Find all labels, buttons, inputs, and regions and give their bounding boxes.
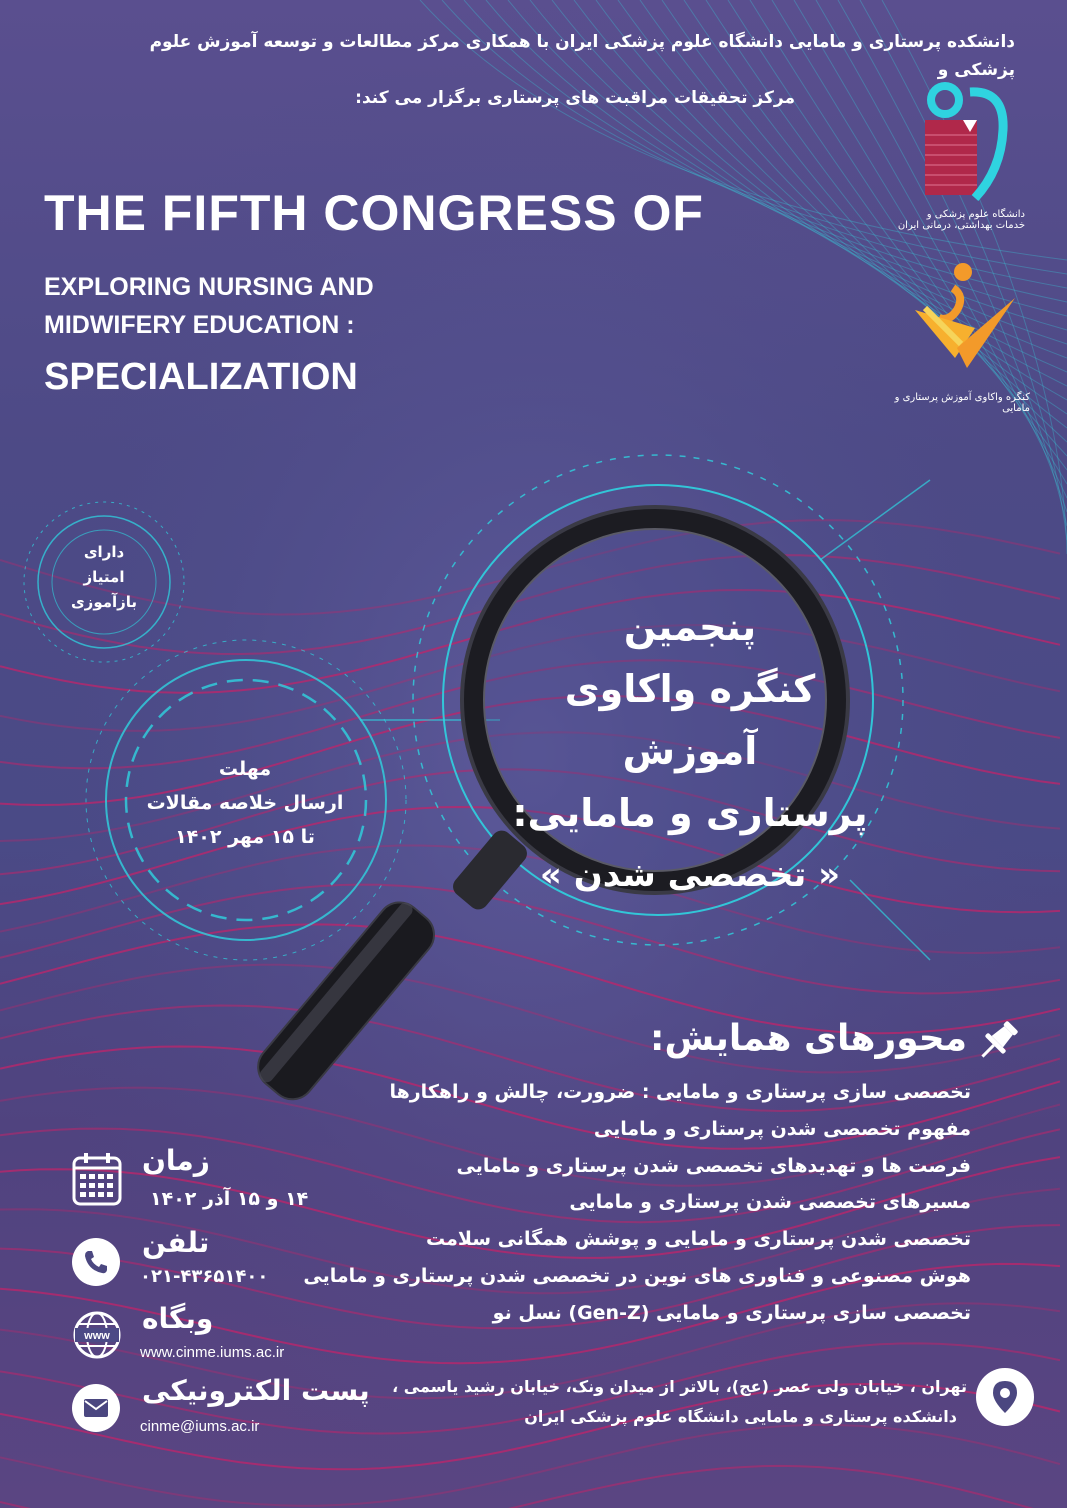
topics-title: محورهای همایش: — [650, 1018, 967, 1059]
title-subtitle-line-1: EXPLORING NURSING AND — [44, 273, 374, 301]
university-logo — [897, 80, 1025, 231]
topic-item: تخصصی سازی پرستاری و مامایی : ضرورت، چالش و راهکارها — [389, 1081, 971, 1103]
university-logo-caption: دانشگاه علوم پزشکی و خدمات بهداشتی، درمانی ایران — [897, 209, 1025, 231]
credit-badge-line-1: دارای — [83, 543, 125, 561]
topic-item: تخصصی سازی پرستاری و مامایی (Gen-Z) نسل نو — [492, 1301, 971, 1324]
university-logo-mark — [915, 80, 1015, 205]
title-specialization: SPECIALIZATION — [44, 356, 358, 398]
intro-line-1: دانشکده پرستاری و مامایی دانشگاه علوم پزشکی ایران با همکاری مرکز مطالعات و توسعه آموزش علوم پزشکی و — [149, 32, 1015, 80]
email-link[interactable]: cinme@iums.ac.ir — [140, 1418, 260, 1435]
topic-item: مسیرهای تخصصی شدن پرستاری و مامایی — [569, 1191, 971, 1214]
website-label: وبگاه — [142, 1302, 214, 1335]
lens-title-line-2: کنگره واکاوی آموزش — [564, 667, 816, 773]
address-line-1: تهران ، خیابان ولی عصر (عج)، بالاتر از میدان ونک، خیابان رشید یاسمی ، — [392, 1377, 967, 1396]
lens-title-line-3: پرستاری و مامایی: — [512, 791, 868, 835]
deadline-badge — [140, 752, 350, 854]
lens-title — [500, 596, 880, 906]
deadline-line-3: تا ۱۵ مهر ۱۴۰۲ — [175, 826, 315, 848]
title-subtitle — [44, 268, 374, 344]
email-label: پست الکترونیکی — [142, 1374, 370, 1407]
time-value: ۱۴ و ۱۵ آذر ۱۴۰۲ — [150, 1188, 309, 1210]
location-pin-icon — [976, 1368, 1034, 1426]
website-link[interactable]: www.cinme.iums.ac.ir — [140, 1344, 285, 1361]
deadline-line-2: ارسال خلاصه مقالات — [146, 792, 344, 814]
pin-icon — [973, 1016, 1023, 1070]
congress-logo — [880, 258, 1030, 414]
calendar-icon — [72, 1152, 122, 1210]
lens-title-line-1: پنجمین — [623, 605, 757, 649]
address — [327, 1372, 967, 1432]
email-icon[interactable] — [72, 1384, 120, 1432]
title-main: THE FIFTH CONGRESS OF — [44, 185, 704, 241]
congress-logo-caption: کنگره واکاوی آموزش پرستاری و مامایی — [894, 392, 1030, 414]
globe-icon-text: www — [84, 1330, 110, 1342]
credit-badge-line-2: امتیاز بازآموزی — [70, 568, 138, 611]
time-label: زمان — [142, 1144, 210, 1177]
topic-item: فرصت ها و تهدیدهای تخصصی شدن پرستاری و مامایی — [456, 1154, 971, 1177]
phone-value[interactable]: ۰۲۱-۴۳۶۵۱۴۰۰ — [140, 1266, 269, 1287]
title-subtitle-line-2: MIDWIFERY EDUCATION : — [44, 311, 355, 339]
phone-icon[interactable] — [72, 1238, 120, 1286]
lens-title-line-4: « تخصصی شدن » — [539, 855, 841, 895]
address-line-2: دانشکده پرستاری و مامایی دانشگاه علوم پزشکی ایران — [524, 1407, 957, 1426]
deadline-line-1: مهلت — [218, 758, 272, 780]
topic-item: تخصصی شدن پرستاری و مامایی و پوشش همگانی سلامت — [426, 1228, 971, 1251]
topic-item: هوش مصنوعی و فناوری های نوین در تخصصی شدن پرستاری و مامایی — [303, 1264, 971, 1287]
credit-badge — [48, 540, 160, 615]
topics-list — [271, 1074, 971, 1332]
intro-line-2: مرکز تحقیقات مراقبت های پرستاری برگزار می کند: — [355, 88, 795, 108]
intro-text — [115, 28, 1015, 112]
globe-icon — [72, 1310, 122, 1364]
topic-item: مفهوم تخصصی شدن پرستاری و مامایی — [593, 1117, 971, 1140]
phone-label: تلفن — [142, 1226, 210, 1259]
congress-logo-mark — [895, 258, 1025, 378]
